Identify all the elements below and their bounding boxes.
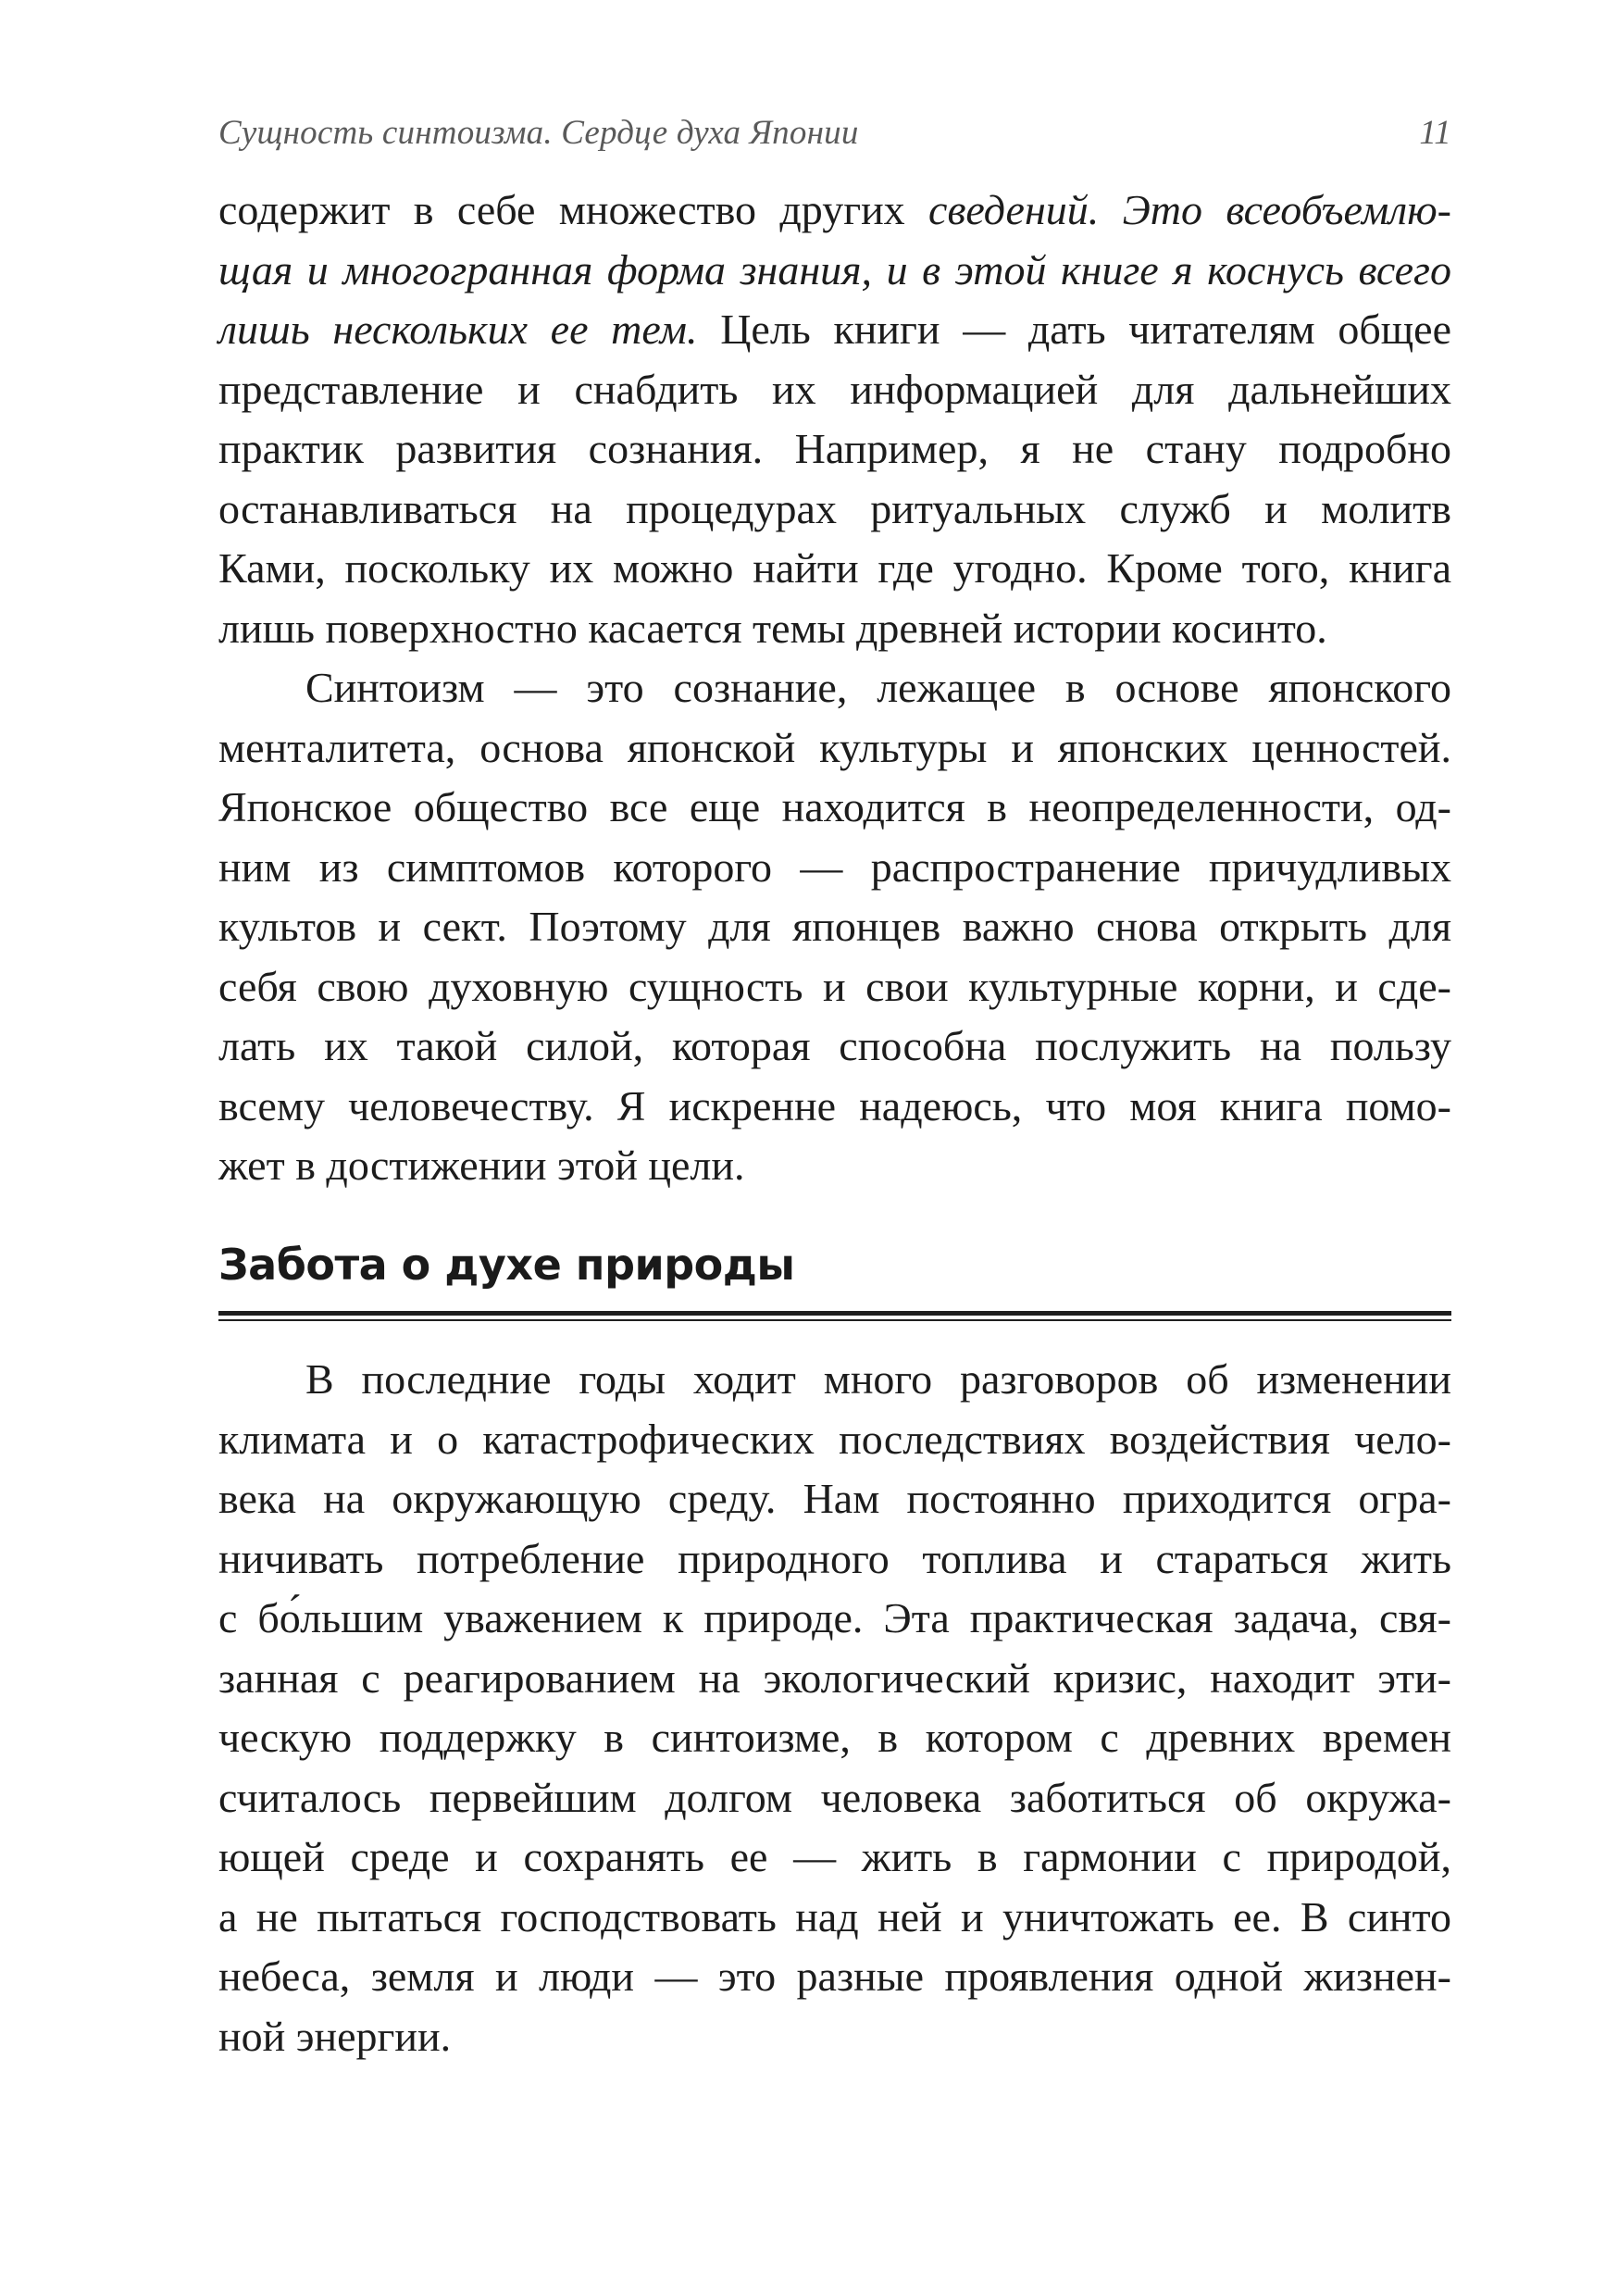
text-line: считалось первейшим долгом человека заботиться об окружа- [218, 1773, 1451, 1821]
body-text-bottom [218, 1350, 1451, 2066]
text-line: лишь поверхностно касается темы древней истории косинто. [218, 604, 1327, 652]
text-line: культов и сект. Поэтому для японцев важно снова открыть для [218, 903, 1451, 950]
text-line: ющей среде и сохранять ее — жить в гармонии с природой, [218, 1833, 1451, 1880]
text-line: ческую поддержку в синтоизме, в котором с древних времен [218, 1714, 1451, 1761]
text-span: содержит в себе множество других [218, 186, 929, 233]
section-heading-block [218, 1231, 1451, 1321]
section-heading: Забота о духе природы [218, 1240, 795, 1290]
text-line: ничивать потребление природного топлива и стараться жить [218, 1534, 1451, 1582]
running-head-title: Сущность синтоизма. Сердце духа Японии [218, 114, 859, 152]
page-number: 11 [1419, 114, 1451, 152]
text-line: небеса, земля и люди — это разные проявления одной жизнен- [218, 1953, 1451, 2000]
text-line: ной энергии. [218, 2012, 452, 2060]
text-line: ним из симптомов которого — распространение причудливых [218, 842, 1451, 891]
text-line: а не пытаться господствовать над ней и уничтожать ее. В синто [218, 1892, 1451, 1940]
paragraph-2 [218, 658, 1451, 1196]
text-line: климата и о катастрофических последствиях воздействия чело- [218, 1415, 1451, 1463]
text-line: лать их такой силой, которая способна послужить на пользу [218, 1022, 1451, 1069]
text-line: В последние годы ходит много разговоров об изменении [305, 1355, 1451, 1403]
text-line: менталитета, основа японской культуры и японских ценностей. [218, 723, 1451, 771]
text-span: Цель книги — дать читателям общее [697, 306, 1451, 353]
text-line: Японское общество все еще находится в неопределенности, од- [218, 783, 1451, 830]
text-line [218, 181, 1451, 241]
paragraph-1 [218, 181, 1451, 658]
text-line: всему человечеству. Я искренне надеюсь, что моя книга помо- [218, 1081, 1451, 1129]
running-head [218, 113, 1451, 168]
text-line: с бо́льшим уважением к природе. Эта практическая задача, свя- [218, 1594, 1451, 1641]
italic-span: сведений. Это всеобъемлю- [928, 186, 1451, 233]
text-line: Синтоизм — это сознание, лежащее в основе японского [305, 664, 1451, 711]
text-line: останавливаться на процедурах ритуальных служб и молитв [218, 484, 1451, 532]
text-line: жет в достижении этой цели. [218, 1142, 745, 1189]
text-line: представление и снабдить их информацией для дальнейших [218, 365, 1451, 413]
italic-span: лишь нескольких ее тем. [218, 306, 698, 353]
text-line: занная с реагированием на экологический кризис, находит эти- [218, 1653, 1451, 1702]
text-line: практик развития сознания. Например, я не стану подробно [218, 425, 1451, 472]
text-line: Ками, поскольку их можно найти где угодно. Кроме того, книга [218, 544, 1451, 592]
paragraph-3 [218, 1350, 1451, 2066]
heading-rule-thick [218, 1311, 1451, 1316]
text-line [218, 300, 1451, 360]
text-line: щая и многогранная форма знания, и в этой книге я коснусь всего [218, 245, 1451, 293]
text-line: века на окружающую среду. Нам постоянно приходится огра- [218, 1475, 1451, 1522]
heading-rule-thin [218, 1319, 1451, 1321]
body-text-top [218, 181, 1451, 1196]
text-line: себя свою духовную сущность и свои культурные корни, и сде- [218, 962, 1451, 1010]
